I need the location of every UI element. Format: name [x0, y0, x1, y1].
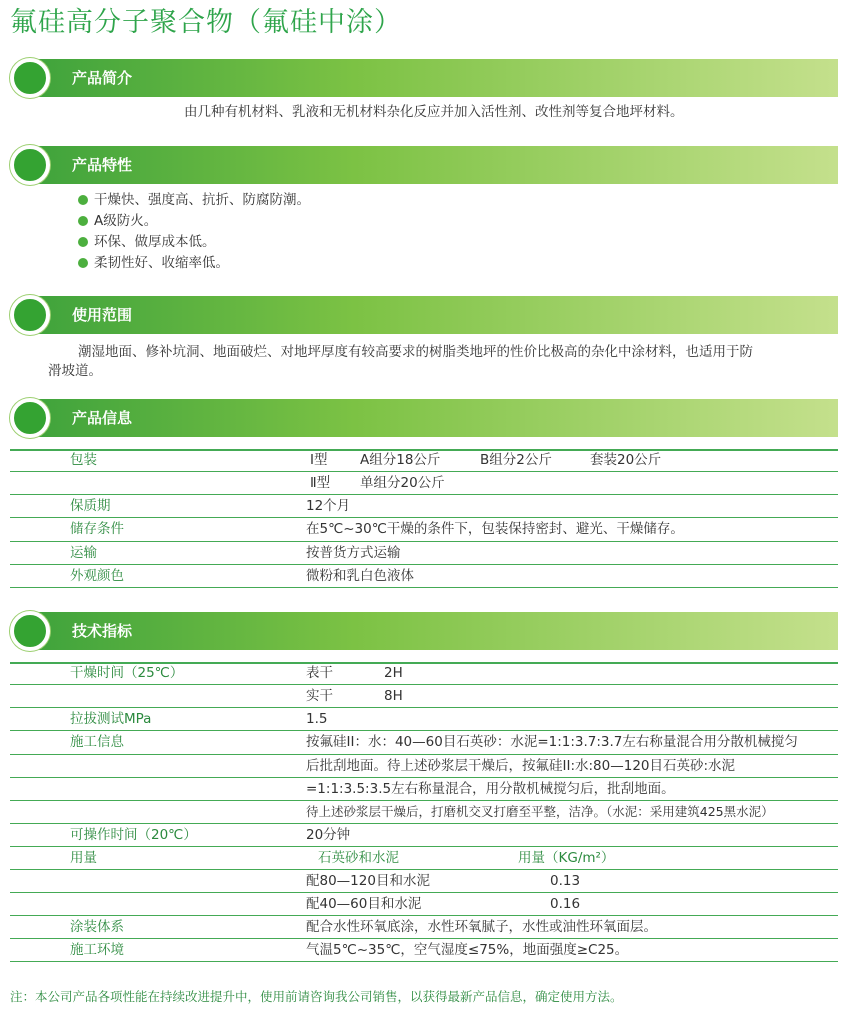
banner-circle-icon	[10, 58, 50, 98]
usage-row1-material: 配80—120目和水泥	[306, 873, 430, 889]
banner-bar	[32, 146, 838, 184]
bullet-icon	[78, 195, 88, 205]
storage-value: 在5℃~30℃干燥的条件下，包装保持密封、避光、干燥储存。	[306, 521, 684, 537]
section-heading: 产品简介	[72, 69, 133, 87]
list-item: 环保、做厚成本低。	[78, 232, 310, 253]
banner-circle-icon	[10, 145, 50, 185]
row-label-pot-life: 可操作时间（20℃）	[70, 827, 197, 843]
section-banner-intro	[10, 59, 838, 97]
scope-text-line1: 潮湿地面、修补坑洞、地面破烂、对地坪厚度有较高要求的树脂类地坪的性价比极高的杂化中涂材料，也适用于防	[78, 344, 753, 360]
banner-bar	[32, 612, 838, 650]
pull-test-value: 1.5	[306, 711, 328, 727]
section-banner-features	[10, 146, 838, 184]
page-title: 氟硅高分子聚合物（氟硅中涂）	[10, 7, 402, 38]
row-label-construction: 施工信息	[70, 734, 124, 750]
scope-text-line2: 滑坡道。	[48, 363, 102, 379]
footer-note: 注：本公司产品各项性能在持续改进提升中，使用前请咨询我公司销售，以获得最新产品信息，确定使用方法。	[10, 989, 623, 1004]
section-banner-info	[10, 399, 838, 437]
construction-line: 待上述砂浆层干燥后，打磨机交叉打磨至平整，洁净。（水泥：采用建筑425黑水泥）	[306, 804, 774, 819]
dry-surface-label: 表干	[306, 665, 333, 681]
section-heading: 产品特性	[72, 156, 133, 174]
coating-system-value: 配合水性环氧底涂，水性环氧腻子，水性或油性环氧面层。	[306, 919, 657, 935]
usage-row2-amount: 0.16	[550, 896, 581, 912]
banner-circle-icon	[10, 295, 50, 335]
construction-line: =1:1:3.5:3.5左右称量混合，用分散机械搅匀后，批刮地面。	[306, 781, 675, 797]
color-value: 微粉和乳白色液体	[306, 568, 414, 584]
construction-line: 后批刮地面。待上述砂浆层干燥后，按氟硅II:水:80—120目石英砂:水泥	[306, 758, 736, 774]
pack-type-1: Ⅰ型	[310, 452, 328, 468]
row-label-storage: 储存条件	[70, 521, 124, 537]
pack-type-2: Ⅱ型	[310, 475, 331, 491]
section-banner-tech	[10, 612, 838, 650]
section-banner-scope	[10, 296, 838, 334]
bullet-icon	[78, 258, 88, 268]
pack-1-c: 套装20公斤	[590, 452, 662, 468]
section-heading: 使用范围	[72, 306, 133, 324]
dry-hard-label: 实干	[306, 688, 333, 704]
usage-header-material: 石英砂和水泥	[318, 850, 399, 866]
pot-life-value: 20分钟	[306, 827, 351, 843]
banner-bar	[32, 399, 838, 437]
usage-row2-material: 配40—60目和水泥	[306, 896, 422, 912]
section-heading: 产品信息	[72, 409, 133, 427]
row-label-packaging: 包装	[70, 452, 97, 468]
banner-bar	[32, 59, 838, 97]
row-label-usage: 用量	[70, 850, 97, 866]
list-item: 干燥快、强度高、抗折、防腐防潮。	[78, 190, 310, 211]
bullet-icon	[78, 216, 88, 226]
pack-1-b: B组分2公斤	[480, 452, 552, 468]
banner-circle-icon	[10, 611, 50, 651]
banner-bar	[32, 296, 838, 334]
banner-circle-icon	[10, 398, 50, 438]
row-label-pull-test: 拉拔测试MPa	[70, 711, 152, 727]
shelf-life-value: 12个月	[306, 498, 351, 514]
usage-header-amount: 用量（KG/m²）	[518, 850, 615, 866]
list-item: 柔韧性好、收缩率低。	[78, 253, 310, 274]
list-item: A级防火。	[78, 211, 310, 232]
row-label-color: 外观颜色	[70, 568, 124, 584]
intro-text: 由几种有机材料、乳液和无机材料杂化反应并加入活性剂、改性剂等复合地坪材料。	[184, 104, 684, 120]
construction-line: 按氟硅II：水：40—60目石英砂：水泥=1:1:3.7:3.7左右称量混合用分散机械搅匀	[306, 734, 798, 750]
row-label-shelf-life: 保质期	[70, 498, 111, 514]
section-heading: 技术指标	[72, 622, 133, 640]
bullet-icon	[78, 237, 88, 247]
usage-row1-amount: 0.13	[550, 873, 581, 889]
transport-value: 按普货方式运输	[306, 545, 401, 561]
dry-surface-value: 2H	[384, 665, 403, 681]
pack-2-a: 单组分20公斤	[360, 475, 445, 491]
dry-hard-value: 8H	[384, 688, 403, 704]
row-label-coating-system: 涂装体系	[70, 919, 124, 935]
row-label-transport: 运输	[70, 545, 97, 561]
pack-1-a: A组分18公斤	[360, 452, 441, 468]
row-label-dry-time: 干燥时间（25℃）	[70, 665, 184, 681]
environment-value: 气温5℃~35℃，空气湿度≤75%，地面强度≥C25。	[306, 942, 629, 958]
feature-list	[78, 190, 310, 274]
row-label-environment: 施工环境	[70, 942, 124, 958]
